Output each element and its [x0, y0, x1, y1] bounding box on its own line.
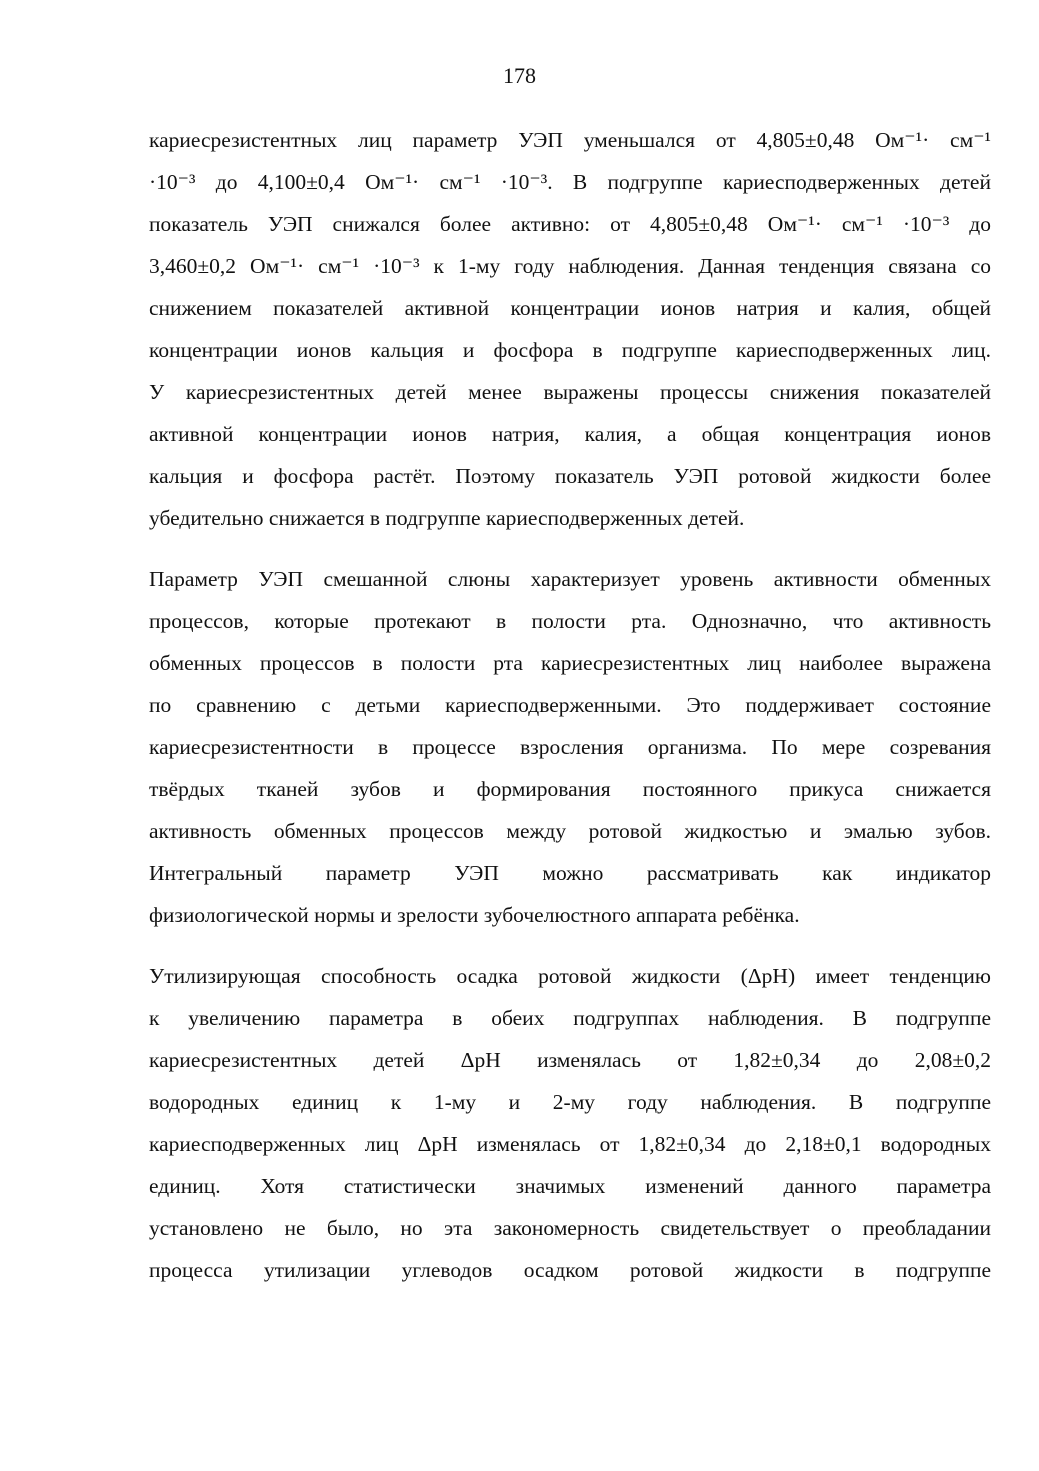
text-line: процесса утилизации углеводов осадком ротовой жидкости в подгруппе: [149, 1258, 991, 1282]
paragraph-3: [149, 955, 991, 1291]
text-line: физиологической нормы и зрелости зубочелюстного аппарата ребёнка.: [149, 903, 800, 927]
text-line: активной концентрации ионов натрия, калия, а общая концентрация ионов: [149, 422, 991, 446]
text-line: снижением показателей активной концентрации ионов натрия и калия, общей: [149, 296, 991, 320]
text-line: кариесподверженных лиц ΔpH изменялась от 1,82±0,34 до 2,18±0,1 водородных: [149, 1132, 991, 1156]
text-line: убедительно снижается в подгруппе кариесподверженных детей.: [149, 506, 745, 530]
paragraph-2: [149, 558, 991, 936]
text-line: 3,460±0,2 Ом⁻¹· см⁻¹ ·10⁻³ к 1-му году наблюдения. Данная тенденция связана со: [149, 254, 991, 278]
text-line: водородных единиц к 1-му и 2-му году наблюдения. В подгруппе: [149, 1090, 991, 1114]
text-line: Параметр УЭП смешанной слюны характеризует уровень активности обменных: [149, 567, 991, 591]
text-line: показатель УЭП снижался более активно: от 4,805±0,48 Ом⁻¹· см⁻¹ ·10⁻³ до: [149, 212, 991, 236]
text-line: активность обменных процессов между ротовой жидкостью и эмалью зубов.: [149, 819, 991, 843]
text-line: кариесрезистентных детей ΔpH изменялась от 1,82±0,34 до 2,08±0,2: [149, 1048, 991, 1072]
text-line: концентрации ионов кальция и фосфора в подгруппе кариесподверженных лиц.: [149, 338, 991, 362]
text-line: кальция и фосфора растёт. Поэтому показатель УЭП ротовой жидкости более: [149, 464, 991, 488]
text-line: кариесрезистентности в процессе взросления организма. По мере созревания: [149, 735, 991, 759]
text-line: процессов, которые протекают в полости рта. Однозначно, что активность: [149, 609, 991, 633]
text-line: установлено не было, но эта закономерность свидетельствует о преобладании: [149, 1216, 991, 1240]
text-line: кариесрезистентных лиц параметр УЭП уменьшался от 4,805±0,48 Ом⁻¹· см⁻¹: [149, 128, 991, 152]
text-line: Интегральный параметр УЭП можно рассматривать как индикатор: [149, 861, 991, 885]
text-line: по сравнению с детьми кариесподверженными. Это поддерживает состояние: [149, 693, 991, 717]
page-number: 178: [503, 63, 536, 88]
text-line: единиц. Хотя статистически значимых изменений данного параметра: [149, 1174, 991, 1198]
paragraph-1: [149, 119, 991, 539]
text-line: ·10⁻³ до 4,100±0,4 Ом⁻¹· см⁻¹ ·10⁻³. В подгруппе кариесподверженных детей: [149, 170, 991, 194]
text-line: к увеличению параметра в обеих подгруппах наблюдения. В подгруппе: [149, 1006, 991, 1030]
text-line: твёрдых тканей зубов и формирования постоянного прикуса снижается: [149, 777, 991, 801]
text-line: Утилизирующая способность осадка ротовой жидкости (ΔpH) имеет тенденцию: [149, 964, 991, 988]
text-line: обменных процессов в полости рта кариесрезистентных лиц наиболее выражена: [149, 651, 991, 675]
text-line: У кариесрезистентных детей менее выражены процессы снижения показателей: [149, 380, 991, 404]
